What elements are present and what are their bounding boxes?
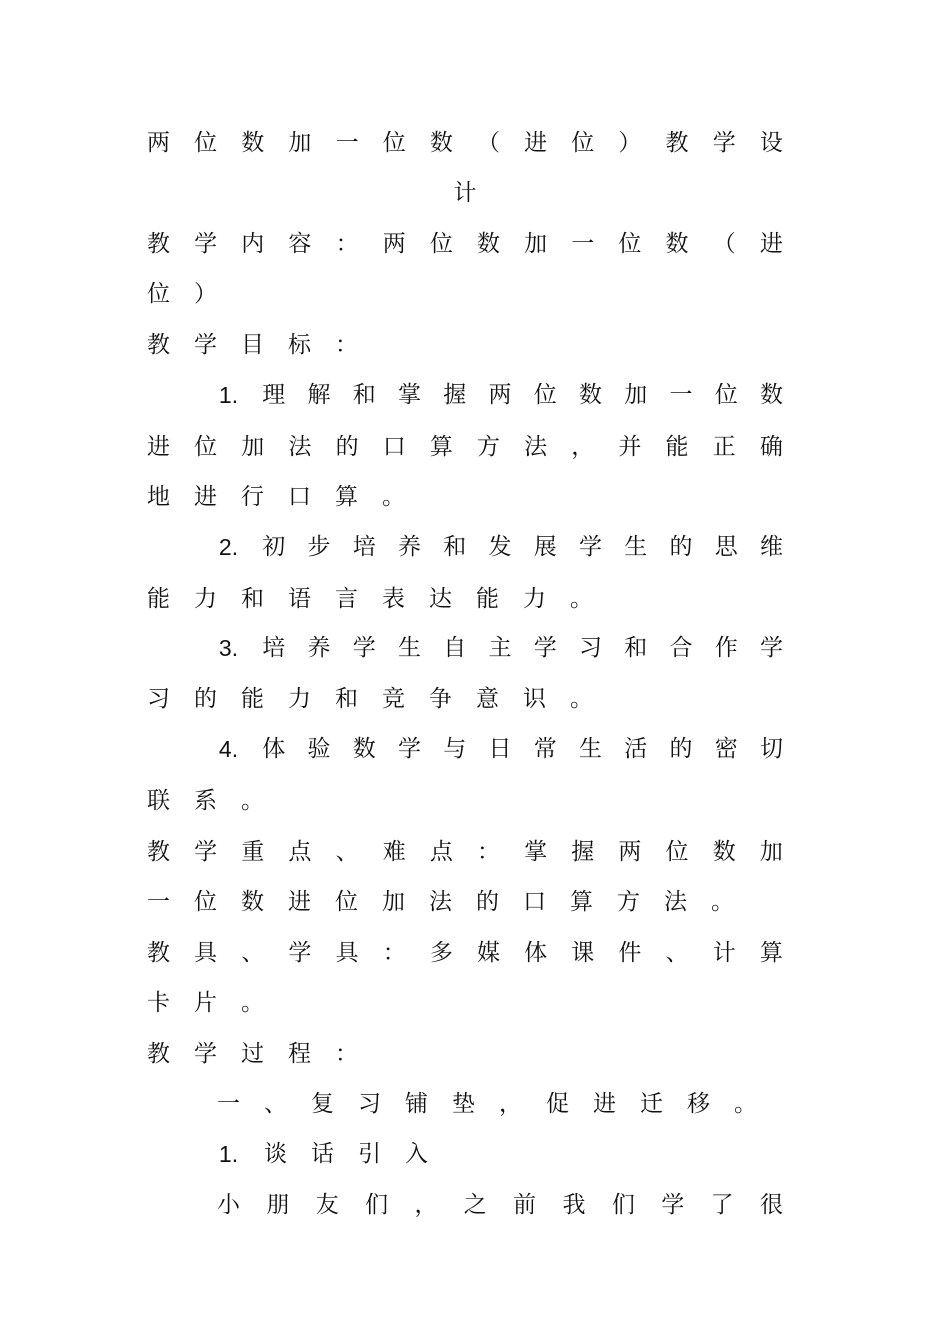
text-glyph: 生 xyxy=(579,736,602,762)
text-glyph: 习 xyxy=(579,635,602,661)
text-glyph: 。 xyxy=(241,990,264,1016)
text-glyph: 口 xyxy=(288,484,311,510)
text-glyph: 和 xyxy=(335,686,358,712)
text-glyph: 培 xyxy=(352,534,376,560)
text-line xyxy=(147,173,783,213)
text-glyph: 。 xyxy=(382,484,405,510)
text-glyph: 系 xyxy=(194,788,217,814)
text-glyph: 数 xyxy=(665,231,689,257)
text-glyph: 我 xyxy=(562,1192,586,1218)
text-glyph: 和 xyxy=(352,382,376,408)
text-glyph: 法 xyxy=(664,889,687,915)
text-glyph: 体 xyxy=(262,736,286,762)
text-glyph: 进 xyxy=(147,434,170,460)
text-glyph: 位 xyxy=(335,889,358,915)
text-line xyxy=(147,983,783,1023)
text-glyph: 位 xyxy=(429,231,453,257)
text-glyph: 位 xyxy=(618,231,642,257)
text-glyph: 迁 xyxy=(640,1091,663,1117)
text-glyph: 友 xyxy=(315,1192,339,1218)
text-glyph: 争 xyxy=(429,686,452,712)
text-glyph: 培 xyxy=(262,635,286,661)
text-glyph: 密 xyxy=(714,736,738,762)
text-glyph: 确 xyxy=(759,434,783,460)
text-glyph: 初 xyxy=(262,534,286,560)
text-glyph: ） xyxy=(194,281,217,307)
text-glyph: 算 xyxy=(335,484,358,510)
text-glyph: 进 xyxy=(194,484,217,510)
text-glyph: 能 xyxy=(241,686,264,712)
text-glyph: 们 xyxy=(611,1192,635,1218)
text-glyph: 片 xyxy=(194,990,217,1016)
text-line xyxy=(147,579,783,619)
text-glyph: 数 xyxy=(241,889,264,915)
text-glyph: 。 xyxy=(711,889,734,915)
text-glyph: ， xyxy=(499,1091,522,1117)
text-glyph: 两 xyxy=(147,130,170,156)
text-glyph: 能 xyxy=(147,586,170,612)
text-glyph: 算 xyxy=(570,889,593,915)
text-glyph: 地 xyxy=(147,484,170,510)
text-glyph: 位 xyxy=(194,889,217,915)
text-glyph: 。 xyxy=(734,1091,757,1117)
text-glyph: 位 xyxy=(533,382,557,408)
text-glyph: 数 xyxy=(579,382,602,408)
text-glyph: 言 xyxy=(335,586,358,612)
text-glyph: 行 xyxy=(241,484,264,510)
text-glyph: 位 xyxy=(665,839,689,865)
text-glyph: 达 xyxy=(429,586,452,612)
text-glyph: 常 xyxy=(533,736,557,762)
text-glyph: 4. xyxy=(218,736,239,762)
text-glyph: 位 xyxy=(147,281,170,307)
text-glyph: 正 xyxy=(712,434,736,460)
text-glyph: 日 xyxy=(488,736,512,762)
text-glyph: 促 xyxy=(546,1091,569,1117)
text-glyph: 3. xyxy=(218,635,239,661)
text-glyph: ： xyxy=(476,839,500,865)
text-glyph: 一 xyxy=(217,1091,240,1117)
text-glyph: 力 xyxy=(288,686,311,712)
text-glyph: 复 xyxy=(311,1091,334,1117)
text-glyph: 掌 xyxy=(398,382,421,408)
text-glyph: 两 xyxy=(382,231,406,257)
text-glyph: 两 xyxy=(488,382,512,408)
text-glyph: 掌 xyxy=(524,839,548,865)
text-glyph: 教 xyxy=(147,839,170,865)
text-glyph: 算 xyxy=(429,434,453,460)
text-glyph: 件 xyxy=(618,940,642,966)
text-glyph: 口 xyxy=(523,889,546,915)
text-glyph: 进 xyxy=(593,1091,616,1117)
text-glyph: 算 xyxy=(759,940,783,966)
text-line xyxy=(147,933,783,973)
text-line xyxy=(147,882,783,922)
text-glyph: 数 xyxy=(712,839,736,865)
text-glyph: 与 xyxy=(443,736,467,762)
text-glyph: 方 xyxy=(617,889,640,915)
text-glyph: ： xyxy=(335,1041,358,1067)
text-glyph: 加 xyxy=(288,130,312,156)
text-glyph: 展 xyxy=(533,534,557,560)
text-glyph: 表 xyxy=(382,586,405,612)
text-glyph: ） xyxy=(618,130,642,156)
text-glyph: 学 xyxy=(661,1192,685,1218)
text-glyph: 教 xyxy=(147,332,170,358)
text-glyph: 养 xyxy=(307,635,331,661)
text-glyph: 法 xyxy=(524,434,548,460)
text-glyph: 一 xyxy=(571,231,595,257)
text-glyph: 发 xyxy=(488,534,512,560)
text-glyph: 、 xyxy=(665,940,689,966)
text-glyph: 谈 xyxy=(264,1141,287,1167)
text-glyph: 计 xyxy=(453,180,477,206)
text-glyph: 朋 xyxy=(266,1192,290,1218)
text-glyph: 具 xyxy=(335,940,359,966)
text-line xyxy=(217,1185,783,1225)
text-glyph: 具 xyxy=(194,940,218,966)
text-glyph: 点 xyxy=(429,839,453,865)
text-glyph: 能 xyxy=(665,434,689,460)
text-glyph: 解 xyxy=(307,382,331,408)
text-glyph: ： xyxy=(335,231,359,257)
text-glyph: 生 xyxy=(398,635,421,661)
text-glyph: 教 xyxy=(147,940,170,966)
text-glyph: 加 xyxy=(624,382,648,408)
text-line xyxy=(147,224,783,264)
text-glyph: 识 xyxy=(523,686,546,712)
text-line xyxy=(147,325,783,365)
text-line xyxy=(147,123,783,163)
text-glyph: 位 xyxy=(714,382,738,408)
text-glyph: 教 xyxy=(147,231,170,257)
text-glyph: ： xyxy=(335,332,358,358)
text-glyph: 加 xyxy=(759,839,783,865)
text-glyph: 习 xyxy=(147,686,170,712)
text-glyph: 和 xyxy=(241,586,264,612)
text-glyph: 了 xyxy=(710,1192,734,1218)
text-glyph: 很 xyxy=(759,1192,783,1218)
text-glyph: 步 xyxy=(307,534,331,560)
text-glyph: 切 xyxy=(760,736,783,762)
text-glyph: 、 xyxy=(335,839,359,865)
text-glyph: 铺 xyxy=(405,1091,428,1117)
text-glyph: 体 xyxy=(524,940,548,966)
text-glyph: 卡 xyxy=(147,990,170,1016)
text-glyph: 的 xyxy=(476,889,499,915)
text-glyph: 理 xyxy=(262,382,286,408)
text-glyph: 学 xyxy=(712,130,736,156)
text-glyph: 学 xyxy=(579,534,602,560)
text-glyph: 口 xyxy=(382,434,406,460)
text-glyph: ， xyxy=(571,434,595,460)
text-line xyxy=(147,274,783,314)
text-glyph: 学 xyxy=(194,839,218,865)
text-glyph: 标 xyxy=(288,332,311,358)
text-glyph: 位 xyxy=(382,130,406,156)
text-glyph: 前 xyxy=(513,1192,537,1218)
text-line xyxy=(147,427,783,467)
text-line xyxy=(217,628,783,668)
text-glyph: 。 xyxy=(570,686,593,712)
text-glyph: 学 xyxy=(352,635,376,661)
text-glyph: 两 xyxy=(618,839,642,865)
text-glyph: 难 xyxy=(382,839,406,865)
text-glyph: 学 xyxy=(194,332,217,358)
text-glyph: 加 xyxy=(241,434,265,460)
text-glyph: 语 xyxy=(288,586,311,612)
text-glyph: 2. xyxy=(218,534,239,560)
text-line xyxy=(147,477,783,517)
text-glyph: 数 xyxy=(476,231,500,257)
text-glyph: 意 xyxy=(476,686,499,712)
text-glyph: 容 xyxy=(288,231,312,257)
text-line xyxy=(217,1134,783,1174)
text-glyph: 设 xyxy=(759,130,783,156)
text-glyph: 合 xyxy=(669,635,693,661)
text-glyph: 学 xyxy=(398,736,421,762)
text-glyph: 、 xyxy=(241,940,265,966)
text-glyph: 小 xyxy=(217,1192,240,1218)
text-glyph: 并 xyxy=(618,434,642,460)
text-glyph: 力 xyxy=(523,586,546,612)
text-glyph: 法 xyxy=(288,434,312,460)
text-line xyxy=(217,729,783,769)
text-glyph: 、 xyxy=(264,1091,287,1117)
text-glyph: 位 xyxy=(194,434,218,460)
text-glyph: 能 xyxy=(476,586,499,612)
text-glyph: 移 xyxy=(687,1091,710,1117)
text-glyph: 的 xyxy=(194,686,217,712)
text-glyph: 过 xyxy=(241,1041,264,1067)
text-glyph: 垫 xyxy=(452,1091,475,1117)
text-glyph: 作 xyxy=(714,635,738,661)
text-glyph: 入 xyxy=(405,1141,428,1167)
text-glyph: 们 xyxy=(365,1192,389,1218)
text-glyph: 目 xyxy=(241,332,264,358)
text-line xyxy=(217,1084,783,1124)
text-glyph: 数 xyxy=(429,130,453,156)
text-glyph: 的 xyxy=(335,434,359,460)
text-glyph: ： xyxy=(382,940,406,966)
text-glyph: 的 xyxy=(669,736,693,762)
text-glyph: 数 xyxy=(241,130,265,156)
text-glyph: 验 xyxy=(307,736,331,762)
text-line xyxy=(147,679,783,719)
text-glyph: 内 xyxy=(241,231,265,257)
text-glyph: 竞 xyxy=(382,686,405,712)
text-glyph: 点 xyxy=(288,839,312,865)
text-glyph: 自 xyxy=(443,635,467,661)
text-glyph: （ xyxy=(476,130,500,156)
text-glyph: 1. xyxy=(218,382,239,408)
text-glyph: 和 xyxy=(443,534,467,560)
text-glyph: 多 xyxy=(429,940,453,966)
text-glyph: 方 xyxy=(476,434,500,460)
text-glyph: 学 xyxy=(194,231,218,257)
text-line xyxy=(217,527,783,567)
text-line xyxy=(217,375,783,415)
text-glyph: 一 xyxy=(669,382,693,408)
text-glyph: 引 xyxy=(358,1141,381,1167)
text-glyph: 主 xyxy=(488,635,512,661)
text-glyph: 计 xyxy=(712,940,736,966)
text-glyph: 力 xyxy=(194,586,217,612)
text-glyph: 媒 xyxy=(476,940,500,966)
text-glyph: 教 xyxy=(665,130,689,156)
text-glyph: （ xyxy=(712,231,736,257)
text-glyph: 习 xyxy=(358,1091,381,1117)
text-glyph: 加 xyxy=(382,889,405,915)
text-line xyxy=(147,832,783,872)
text-glyph: 数 xyxy=(760,382,783,408)
text-glyph: 1. xyxy=(218,1141,239,1167)
text-glyph: 维 xyxy=(760,534,783,560)
text-glyph: 学 xyxy=(533,635,557,661)
text-glyph: 一 xyxy=(335,130,359,156)
text-glyph: 思 xyxy=(714,534,738,560)
text-glyph: 进 xyxy=(759,231,783,257)
text-glyph: 重 xyxy=(241,839,265,865)
text-line xyxy=(147,1034,783,1074)
text-glyph: 话 xyxy=(311,1141,334,1167)
text-glyph: 。 xyxy=(241,788,264,814)
text-glyph: 数 xyxy=(352,736,376,762)
text-glyph: 学 xyxy=(288,940,312,966)
text-glyph: 位 xyxy=(571,130,595,156)
text-glyph: 教 xyxy=(147,1041,170,1067)
text-line xyxy=(147,781,783,821)
text-glyph: ， xyxy=(414,1192,438,1218)
text-glyph: 进 xyxy=(524,130,548,156)
text-glyph: 养 xyxy=(398,534,421,560)
text-glyph: 一 xyxy=(147,889,170,915)
text-glyph: 学 xyxy=(760,635,783,661)
text-glyph: 和 xyxy=(624,635,648,661)
text-glyph: 学 xyxy=(194,1041,217,1067)
text-glyph: 握 xyxy=(571,839,595,865)
text-glyph: 之 xyxy=(463,1192,487,1218)
text-glyph: 加 xyxy=(524,231,548,257)
text-glyph: 握 xyxy=(443,382,467,408)
text-glyph: 联 xyxy=(147,788,170,814)
text-glyph: 法 xyxy=(429,889,452,915)
text-glyph: 生 xyxy=(624,534,648,560)
text-glyph: 课 xyxy=(571,940,595,966)
text-glyph: 。 xyxy=(570,586,593,612)
text-glyph: 位 xyxy=(194,130,218,156)
text-glyph: 的 xyxy=(669,534,693,560)
text-glyph: 活 xyxy=(624,736,648,762)
text-glyph: 程 xyxy=(288,1041,311,1067)
text-glyph: 进 xyxy=(288,889,311,915)
